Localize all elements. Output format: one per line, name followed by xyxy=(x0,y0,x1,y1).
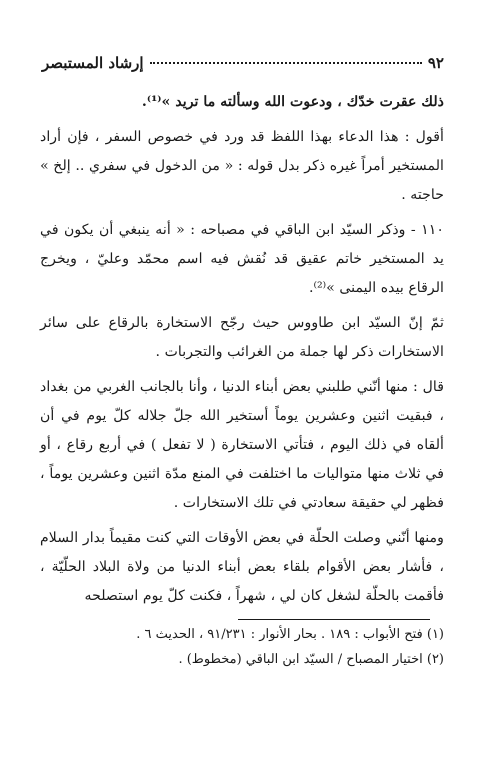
running-title: إرشاد المستبصر xyxy=(42,54,144,72)
page-number: ٩٢ xyxy=(427,54,444,72)
paragraph-5: قال : منها أنّني طلبني بعض أبناء الدنيا ، وأنا بالجانب الغربي من بغداد ، فبقيت اثنين وعشرين يوماً أستخير الله جلّ جلاله كلّ يوم في أن ألقاه في ذلك اليوم ، فتأتي الاستخارة ( لا تفعل ) في أربع رقاع ، أو في ثلاث منها متواليات ما اختلفت في المنع مدّة اثنين وعشرين يوماً ، فظهر لي حقيقة سعادتي في تلك الاستخارات . xyxy=(40,379,444,511)
paragraph-6: ومنها أنّني وصلت الحلّة في بعض الأوقات التي كنت مقيماً بدار السلام ، فأشار بعض الأقوام بلقاء بعض أبناء الدنيا من ولاة البلاد الحلّيّة ، فأقمت بالحلّة لشغل كان لي ، شهراً ، فكنت كلّ يوم استصلحه xyxy=(40,530,444,604)
header-dot-leader xyxy=(150,62,422,64)
main-text xyxy=(40,88,444,617)
paragraph-4: ثمّ إنّ السيّد ابن طاووس حيث رجّح الاستخارة بالرقاع على سائر الاستخارات ذكر لها جملة من الغرائب والتجربات . xyxy=(40,315,444,360)
paragraph-1: ذلك عقرت خدّك ، ودعوت الله وسألته ما تريد »⁽¹⁾. xyxy=(141,94,444,110)
paragraph-2: أقول : هذا الدعاء بهذا اللفظ قد ورد في خصوص السفر ، فإن أراد المستخير أمراً غيره ذكر بدل قوله : « من الدخول في سفري .. إلخ » حاجته . xyxy=(40,129,444,203)
footnotes xyxy=(40,622,444,672)
footnote-separator xyxy=(238,619,430,620)
running-header xyxy=(42,54,444,80)
footnote-1: (١) فتح الأبواب : ١٨٩ . بحار الأنوار : ٩١/٢٣١ ، الحديث ٦ . xyxy=(136,627,444,642)
footnote-2: (٢) اختيار المصباح / السيّد ابن الباقي (مخطوط) . xyxy=(178,652,444,667)
paragraph-3: ١١٠ - وذكر السيّد ابن الباقي في مصباحه : « أنه ينبغي أن يكون في يد المستخير خاتم عقيق قد نُقش فيه اسم محمّد وعليّ ، ويخرج الرقاع بيده اليمنى »⁽²⁾. xyxy=(40,222,444,296)
